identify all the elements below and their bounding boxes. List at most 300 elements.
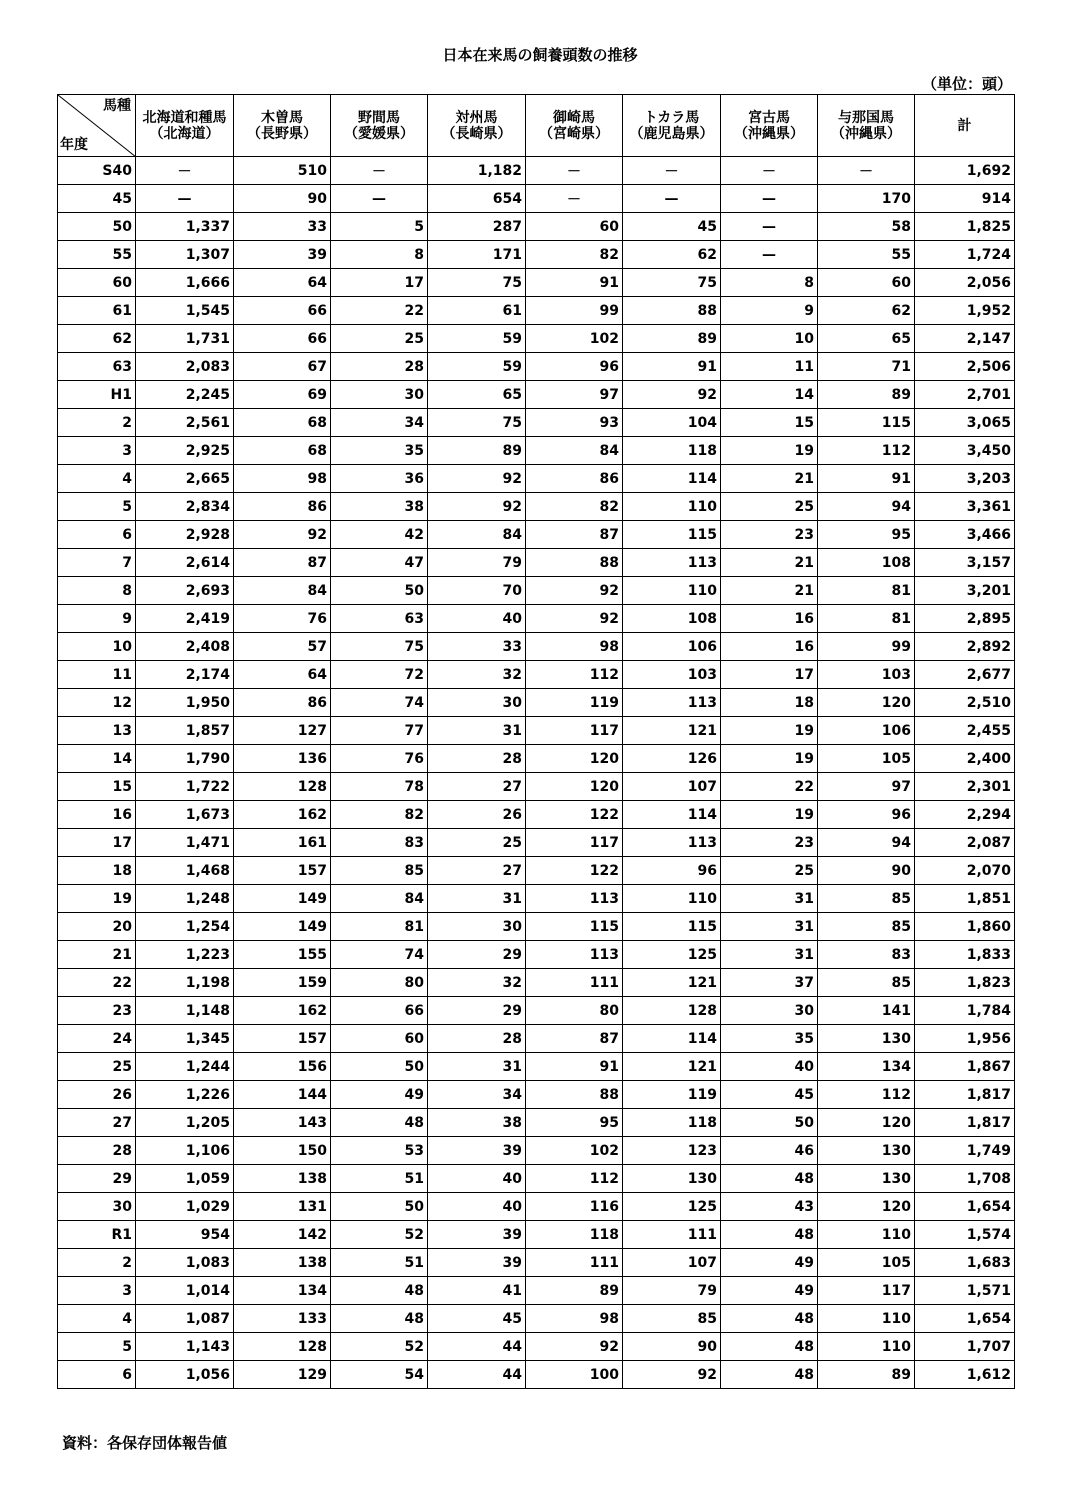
value-cell: 1,654 bbox=[915, 1305, 1015, 1333]
value-cell: 75 bbox=[623, 269, 721, 297]
value-cell: 2,561 bbox=[136, 409, 234, 437]
value-cell: 97 bbox=[818, 773, 915, 801]
value-cell: 86 bbox=[526, 465, 623, 493]
value-cell: 23 bbox=[721, 521, 818, 549]
value-cell: 65 bbox=[818, 325, 915, 353]
value-cell: 1,708 bbox=[915, 1165, 1015, 1193]
value-cell: — bbox=[721, 213, 818, 241]
value-cell: 122 bbox=[526, 857, 623, 885]
value-cell: 19 bbox=[721, 745, 818, 773]
value-cell: 92 bbox=[234, 521, 331, 549]
corner-header-cell bbox=[58, 95, 136, 157]
column-header-name: 御崎馬 bbox=[553, 109, 595, 126]
value-cell: － bbox=[526, 157, 623, 185]
value-cell: 92 bbox=[623, 1361, 721, 1389]
value-cell: 129 bbox=[234, 1361, 331, 1389]
table-row bbox=[58, 437, 1015, 465]
value-cell: 16 bbox=[721, 605, 818, 633]
unit-label: （単位：頭） bbox=[921, 75, 1012, 93]
value-cell: 107 bbox=[623, 1249, 721, 1277]
value-cell: 2,400 bbox=[915, 745, 1015, 773]
value-cell: 15 bbox=[721, 409, 818, 437]
value-cell: 95 bbox=[526, 1109, 623, 1137]
value-cell: 39 bbox=[428, 1137, 526, 1165]
value-cell: 14 bbox=[721, 381, 818, 409]
table-row bbox=[58, 409, 1015, 437]
value-cell: 114 bbox=[623, 801, 721, 829]
value-cell: 3,361 bbox=[915, 493, 1015, 521]
value-cell: 19 bbox=[721, 717, 818, 745]
value-cell: 1,683 bbox=[915, 1249, 1015, 1277]
value-cell: 117 bbox=[526, 717, 623, 745]
year-cell: 12 bbox=[58, 689, 136, 717]
value-cell: 127 bbox=[234, 717, 331, 745]
table-row bbox=[58, 1053, 1015, 1081]
value-cell: 119 bbox=[526, 689, 623, 717]
column-header-region: （鹿児島県） bbox=[629, 125, 714, 142]
table-row bbox=[58, 633, 1015, 661]
table-row bbox=[58, 997, 1015, 1025]
value-cell: 5 bbox=[331, 213, 428, 241]
value-cell: 48 bbox=[331, 1305, 428, 1333]
value-cell: — bbox=[331, 185, 428, 213]
value-cell: 2,070 bbox=[915, 857, 1015, 885]
value-cell: 3,157 bbox=[915, 549, 1015, 577]
value-cell: 33 bbox=[234, 213, 331, 241]
value-cell: 120 bbox=[526, 773, 623, 801]
value-cell: 149 bbox=[234, 913, 331, 941]
value-cell: 98 bbox=[526, 1305, 623, 1333]
value-cell: 105 bbox=[818, 745, 915, 773]
value-cell: 108 bbox=[818, 549, 915, 577]
value-cell: 27 bbox=[428, 773, 526, 801]
value-cell: 1,087 bbox=[136, 1305, 234, 1333]
value-cell: 9 bbox=[721, 297, 818, 325]
value-cell: 287 bbox=[428, 213, 526, 241]
value-cell: 74 bbox=[331, 689, 428, 717]
value-cell: 48 bbox=[721, 1305, 818, 1333]
value-cell: 83 bbox=[818, 941, 915, 969]
value-cell: 102 bbox=[526, 1137, 623, 1165]
column-header-region: （長野県） bbox=[247, 125, 317, 142]
column-header bbox=[526, 95, 623, 157]
value-cell: 85 bbox=[818, 969, 915, 997]
value-cell: 47 bbox=[331, 549, 428, 577]
year-cell: S40 bbox=[58, 157, 136, 185]
table-row bbox=[58, 773, 1015, 801]
value-cell: 61 bbox=[428, 297, 526, 325]
value-cell: 654 bbox=[428, 185, 526, 213]
value-cell: 3,466 bbox=[915, 521, 1015, 549]
value-cell: 118 bbox=[623, 1109, 721, 1137]
value-cell: 120 bbox=[526, 745, 623, 773]
value-cell: － bbox=[623, 157, 721, 185]
value-cell: 2,925 bbox=[136, 437, 234, 465]
value-cell: 27 bbox=[428, 857, 526, 885]
value-cell: 113 bbox=[526, 885, 623, 913]
value-cell: 28 bbox=[428, 745, 526, 773]
value-cell: 1,198 bbox=[136, 969, 234, 997]
value-cell: 100 bbox=[526, 1361, 623, 1389]
value-cell: 28 bbox=[331, 353, 428, 381]
table-row bbox=[58, 493, 1015, 521]
value-cell: 115 bbox=[526, 913, 623, 941]
value-cell: 1,143 bbox=[136, 1333, 234, 1361]
value-cell: 91 bbox=[623, 353, 721, 381]
value-cell: 39 bbox=[234, 241, 331, 269]
value-cell: 39 bbox=[428, 1221, 526, 1249]
value-cell: 30 bbox=[428, 913, 526, 941]
value-cell: 121 bbox=[623, 969, 721, 997]
value-cell: 1,244 bbox=[136, 1053, 234, 1081]
value-cell: 25 bbox=[331, 325, 428, 353]
value-cell: 80 bbox=[331, 969, 428, 997]
value-cell: 17 bbox=[331, 269, 428, 297]
year-cell: 6 bbox=[58, 1361, 136, 1389]
breed-label: 馬種 bbox=[103, 98, 131, 114]
value-cell: 96 bbox=[623, 857, 721, 885]
value-cell: － bbox=[331, 157, 428, 185]
value-cell: 83 bbox=[331, 829, 428, 857]
value-cell: 51 bbox=[331, 1249, 428, 1277]
table-row bbox=[58, 1109, 1015, 1137]
value-cell: 41 bbox=[428, 1277, 526, 1305]
column-header bbox=[136, 95, 234, 157]
value-cell: 1,673 bbox=[136, 801, 234, 829]
value-cell: 162 bbox=[234, 801, 331, 829]
value-cell: 53 bbox=[331, 1137, 428, 1165]
value-cell: 111 bbox=[526, 969, 623, 997]
value-cell: 1,790 bbox=[136, 745, 234, 773]
value-cell: 113 bbox=[623, 689, 721, 717]
value-cell: 159 bbox=[234, 969, 331, 997]
table-row bbox=[58, 1137, 1015, 1165]
year-cell: 26 bbox=[58, 1081, 136, 1109]
value-cell: 105 bbox=[818, 1249, 915, 1277]
column-header bbox=[331, 95, 428, 157]
year-cell: 5 bbox=[58, 493, 136, 521]
value-cell: 1,749 bbox=[915, 1137, 1015, 1165]
value-cell: 125 bbox=[623, 941, 721, 969]
value-cell: 75 bbox=[428, 269, 526, 297]
value-cell: 130 bbox=[818, 1165, 915, 1193]
value-cell: 112 bbox=[526, 1165, 623, 1193]
value-cell: 90 bbox=[234, 185, 331, 213]
value-cell: 23 bbox=[721, 829, 818, 857]
value-cell: 1,106 bbox=[136, 1137, 234, 1165]
value-cell: 49 bbox=[721, 1277, 818, 1305]
value-cell: 117 bbox=[818, 1277, 915, 1305]
table-body bbox=[58, 157, 1015, 1389]
value-cell: 82 bbox=[526, 241, 623, 269]
value-cell: 118 bbox=[623, 437, 721, 465]
value-cell: 34 bbox=[331, 409, 428, 437]
value-cell: 1,707 bbox=[915, 1333, 1015, 1361]
value-cell: 138 bbox=[234, 1249, 331, 1277]
value-cell: 111 bbox=[623, 1221, 721, 1249]
value-cell: 31 bbox=[721, 885, 818, 913]
value-cell: 1,817 bbox=[915, 1081, 1015, 1109]
value-cell: 122 bbox=[526, 801, 623, 829]
value-cell: 1,307 bbox=[136, 241, 234, 269]
value-cell: 155 bbox=[234, 941, 331, 969]
value-cell: 138 bbox=[234, 1165, 331, 1193]
value-cell: 103 bbox=[818, 661, 915, 689]
value-cell: 25 bbox=[721, 493, 818, 521]
value-cell: 125 bbox=[623, 1193, 721, 1221]
table-row bbox=[58, 1165, 1015, 1193]
value-cell: 67 bbox=[234, 353, 331, 381]
value-cell: 130 bbox=[623, 1165, 721, 1193]
column-header-name: 対州馬 bbox=[455, 109, 498, 126]
value-cell: 110 bbox=[623, 493, 721, 521]
value-cell: 1,860 bbox=[915, 913, 1015, 941]
column-header-region: （北海道） bbox=[149, 125, 220, 142]
value-cell: 74 bbox=[331, 941, 428, 969]
value-cell: 112 bbox=[818, 437, 915, 465]
value-cell: 2,928 bbox=[136, 521, 234, 549]
table-row bbox=[58, 521, 1015, 549]
year-cell: 5 bbox=[58, 1333, 136, 1361]
value-cell: 64 bbox=[234, 661, 331, 689]
value-cell: 28 bbox=[428, 1025, 526, 1053]
value-cell: 16 bbox=[721, 633, 818, 661]
value-cell: 88 bbox=[526, 549, 623, 577]
value-cell: 1,345 bbox=[136, 1025, 234, 1053]
value-cell: 1,182 bbox=[428, 157, 526, 185]
value-cell: 44 bbox=[428, 1361, 526, 1389]
value-cell: 110 bbox=[818, 1333, 915, 1361]
column-header-name: 北海道和種馬 bbox=[142, 109, 227, 126]
value-cell: 80 bbox=[526, 997, 623, 1025]
table-row bbox=[58, 1333, 1015, 1361]
value-cell: 85 bbox=[331, 857, 428, 885]
value-cell: 128 bbox=[234, 1333, 331, 1361]
value-cell: － bbox=[526, 185, 623, 213]
value-cell: 35 bbox=[721, 1025, 818, 1053]
value-cell: 128 bbox=[234, 773, 331, 801]
column-header-region: （沖縄県） bbox=[831, 125, 901, 142]
column-header-name: 野間馬 bbox=[358, 109, 400, 126]
value-cell: 89 bbox=[818, 1361, 915, 1389]
value-cell: 1,956 bbox=[915, 1025, 1015, 1053]
value-cell: 34 bbox=[428, 1081, 526, 1109]
column-header bbox=[818, 95, 915, 157]
value-cell: 2,693 bbox=[136, 577, 234, 605]
value-cell: 92 bbox=[526, 605, 623, 633]
value-cell: 130 bbox=[818, 1137, 915, 1165]
value-cell: 96 bbox=[818, 801, 915, 829]
value-cell: 65 bbox=[428, 381, 526, 409]
value-cell: 1,851 bbox=[915, 885, 1015, 913]
value-cell: 45 bbox=[428, 1305, 526, 1333]
value-cell: 54 bbox=[331, 1361, 428, 1389]
value-cell: 141 bbox=[818, 997, 915, 1025]
value-cell: 112 bbox=[526, 661, 623, 689]
column-header-name: 計 bbox=[957, 117, 972, 134]
value-cell: 62 bbox=[623, 241, 721, 269]
table-row bbox=[58, 1277, 1015, 1305]
value-cell: 48 bbox=[331, 1277, 428, 1305]
column-header-region: （沖縄県） bbox=[734, 125, 804, 142]
value-cell: 114 bbox=[623, 465, 721, 493]
value-cell: 134 bbox=[818, 1053, 915, 1081]
value-cell: 1,248 bbox=[136, 885, 234, 913]
value-cell: 87 bbox=[526, 521, 623, 549]
value-cell: 64 bbox=[234, 269, 331, 297]
value-cell: 3,065 bbox=[915, 409, 1015, 437]
year-cell: 6 bbox=[58, 521, 136, 549]
value-cell: 1,731 bbox=[136, 325, 234, 353]
value-cell: 89 bbox=[428, 437, 526, 465]
table-row bbox=[58, 1305, 1015, 1333]
value-cell: 89 bbox=[623, 325, 721, 353]
value-cell: 87 bbox=[526, 1025, 623, 1053]
value-cell: 104 bbox=[623, 409, 721, 437]
value-cell: 1,148 bbox=[136, 997, 234, 1025]
value-cell: 11 bbox=[721, 353, 818, 381]
value-cell: 118 bbox=[526, 1221, 623, 1249]
value-cell: 123 bbox=[623, 1137, 721, 1165]
year-cell: 20 bbox=[58, 913, 136, 941]
value-cell: 91 bbox=[526, 269, 623, 297]
value-cell: 29 bbox=[428, 941, 526, 969]
value-cell: 2,087 bbox=[915, 829, 1015, 857]
value-cell: 45 bbox=[721, 1081, 818, 1109]
table-row bbox=[58, 857, 1015, 885]
table-row bbox=[58, 297, 1015, 325]
table-row bbox=[58, 661, 1015, 689]
value-cell: 115 bbox=[623, 913, 721, 941]
value-cell: 3,203 bbox=[915, 465, 1015, 493]
value-cell: 85 bbox=[623, 1305, 721, 1333]
value-cell: 1,254 bbox=[136, 913, 234, 941]
value-cell: 50 bbox=[331, 1053, 428, 1081]
value-cell: 82 bbox=[526, 493, 623, 521]
value-cell: － bbox=[136, 157, 234, 185]
value-cell: 25 bbox=[428, 829, 526, 857]
value-cell: 121 bbox=[623, 717, 721, 745]
page-title: 日本在来馬の飼養頭数の推移 bbox=[442, 46, 638, 64]
value-cell: 2,174 bbox=[136, 661, 234, 689]
table-row bbox=[58, 605, 1015, 633]
value-cell: 39 bbox=[428, 1249, 526, 1277]
value-cell: 92 bbox=[526, 577, 623, 605]
value-cell: 88 bbox=[623, 297, 721, 325]
value-cell: 1,867 bbox=[915, 1053, 1015, 1081]
value-cell: 72 bbox=[331, 661, 428, 689]
value-cell: 86 bbox=[234, 493, 331, 521]
value-cell: 88 bbox=[526, 1081, 623, 1109]
value-cell: 30 bbox=[428, 689, 526, 717]
value-cell: 42 bbox=[331, 521, 428, 549]
value-cell: 1,857 bbox=[136, 717, 234, 745]
value-cell: 97 bbox=[526, 381, 623, 409]
value-cell: 30 bbox=[721, 997, 818, 1025]
value-cell: 48 bbox=[331, 1109, 428, 1137]
value-cell: 91 bbox=[526, 1053, 623, 1081]
value-cell: 33 bbox=[428, 633, 526, 661]
value-cell: 93 bbox=[526, 409, 623, 437]
value-cell: 3,201 bbox=[915, 577, 1015, 605]
value-cell: 77 bbox=[331, 717, 428, 745]
value-cell: 48 bbox=[721, 1333, 818, 1361]
value-cell: 1,666 bbox=[136, 269, 234, 297]
value-cell: 162 bbox=[234, 997, 331, 1025]
value-cell: 98 bbox=[234, 465, 331, 493]
value-cell: 26 bbox=[428, 801, 526, 829]
value-cell: 36 bbox=[331, 465, 428, 493]
value-cell: 99 bbox=[526, 297, 623, 325]
year-cell: 63 bbox=[58, 353, 136, 381]
value-cell: 157 bbox=[234, 1025, 331, 1053]
value-cell: 110 bbox=[818, 1221, 915, 1249]
value-cell: 110 bbox=[623, 577, 721, 605]
value-cell: 2,301 bbox=[915, 773, 1015, 801]
value-cell: 90 bbox=[818, 857, 915, 885]
value-cell: 108 bbox=[623, 605, 721, 633]
table-row bbox=[58, 213, 1015, 241]
value-cell: 82 bbox=[331, 801, 428, 829]
value-cell: 144 bbox=[234, 1081, 331, 1109]
table-row bbox=[58, 269, 1015, 297]
value-cell: 48 bbox=[721, 1165, 818, 1193]
value-cell: 48 bbox=[721, 1221, 818, 1249]
table-row bbox=[58, 1025, 1015, 1053]
value-cell: 510 bbox=[234, 157, 331, 185]
year-cell: R1 bbox=[58, 1221, 136, 1249]
year-cell: 3 bbox=[58, 437, 136, 465]
value-cell: 31 bbox=[721, 913, 818, 941]
value-cell: 84 bbox=[526, 437, 623, 465]
table-row bbox=[58, 885, 1015, 913]
value-cell: 50 bbox=[331, 577, 428, 605]
value-cell: 59 bbox=[428, 353, 526, 381]
value-cell: 120 bbox=[818, 689, 915, 717]
year-cell: 60 bbox=[58, 269, 136, 297]
table-row bbox=[58, 1081, 1015, 1109]
value-cell: 103 bbox=[623, 661, 721, 689]
value-cell: 91 bbox=[818, 465, 915, 493]
value-cell: 90 bbox=[623, 1333, 721, 1361]
year-cell: 29 bbox=[58, 1165, 136, 1193]
value-cell: 126 bbox=[623, 745, 721, 773]
column-header-name: 木曽馬 bbox=[261, 109, 303, 126]
column-header-name: 与那国馬 bbox=[838, 109, 894, 126]
value-cell: 49 bbox=[721, 1249, 818, 1277]
column-header-total bbox=[915, 95, 1015, 157]
value-cell: 1,337 bbox=[136, 213, 234, 241]
value-cell: 76 bbox=[234, 605, 331, 633]
column-header bbox=[234, 95, 331, 157]
value-cell: 52 bbox=[331, 1221, 428, 1249]
value-cell: 31 bbox=[428, 717, 526, 745]
year-cell: 23 bbox=[58, 997, 136, 1025]
value-cell: 157 bbox=[234, 857, 331, 885]
value-cell: 107 bbox=[623, 773, 721, 801]
year-cell: 61 bbox=[58, 297, 136, 325]
value-cell: 115 bbox=[818, 409, 915, 437]
value-cell: 96 bbox=[526, 353, 623, 381]
value-cell: 79 bbox=[428, 549, 526, 577]
value-cell: 2,677 bbox=[915, 661, 1015, 689]
year-cell: 4 bbox=[58, 465, 136, 493]
value-cell: 1,823 bbox=[915, 969, 1015, 997]
value-cell: 8 bbox=[331, 241, 428, 269]
value-cell: 1,471 bbox=[136, 829, 234, 857]
table-row bbox=[58, 969, 1015, 997]
value-cell: — bbox=[721, 241, 818, 269]
